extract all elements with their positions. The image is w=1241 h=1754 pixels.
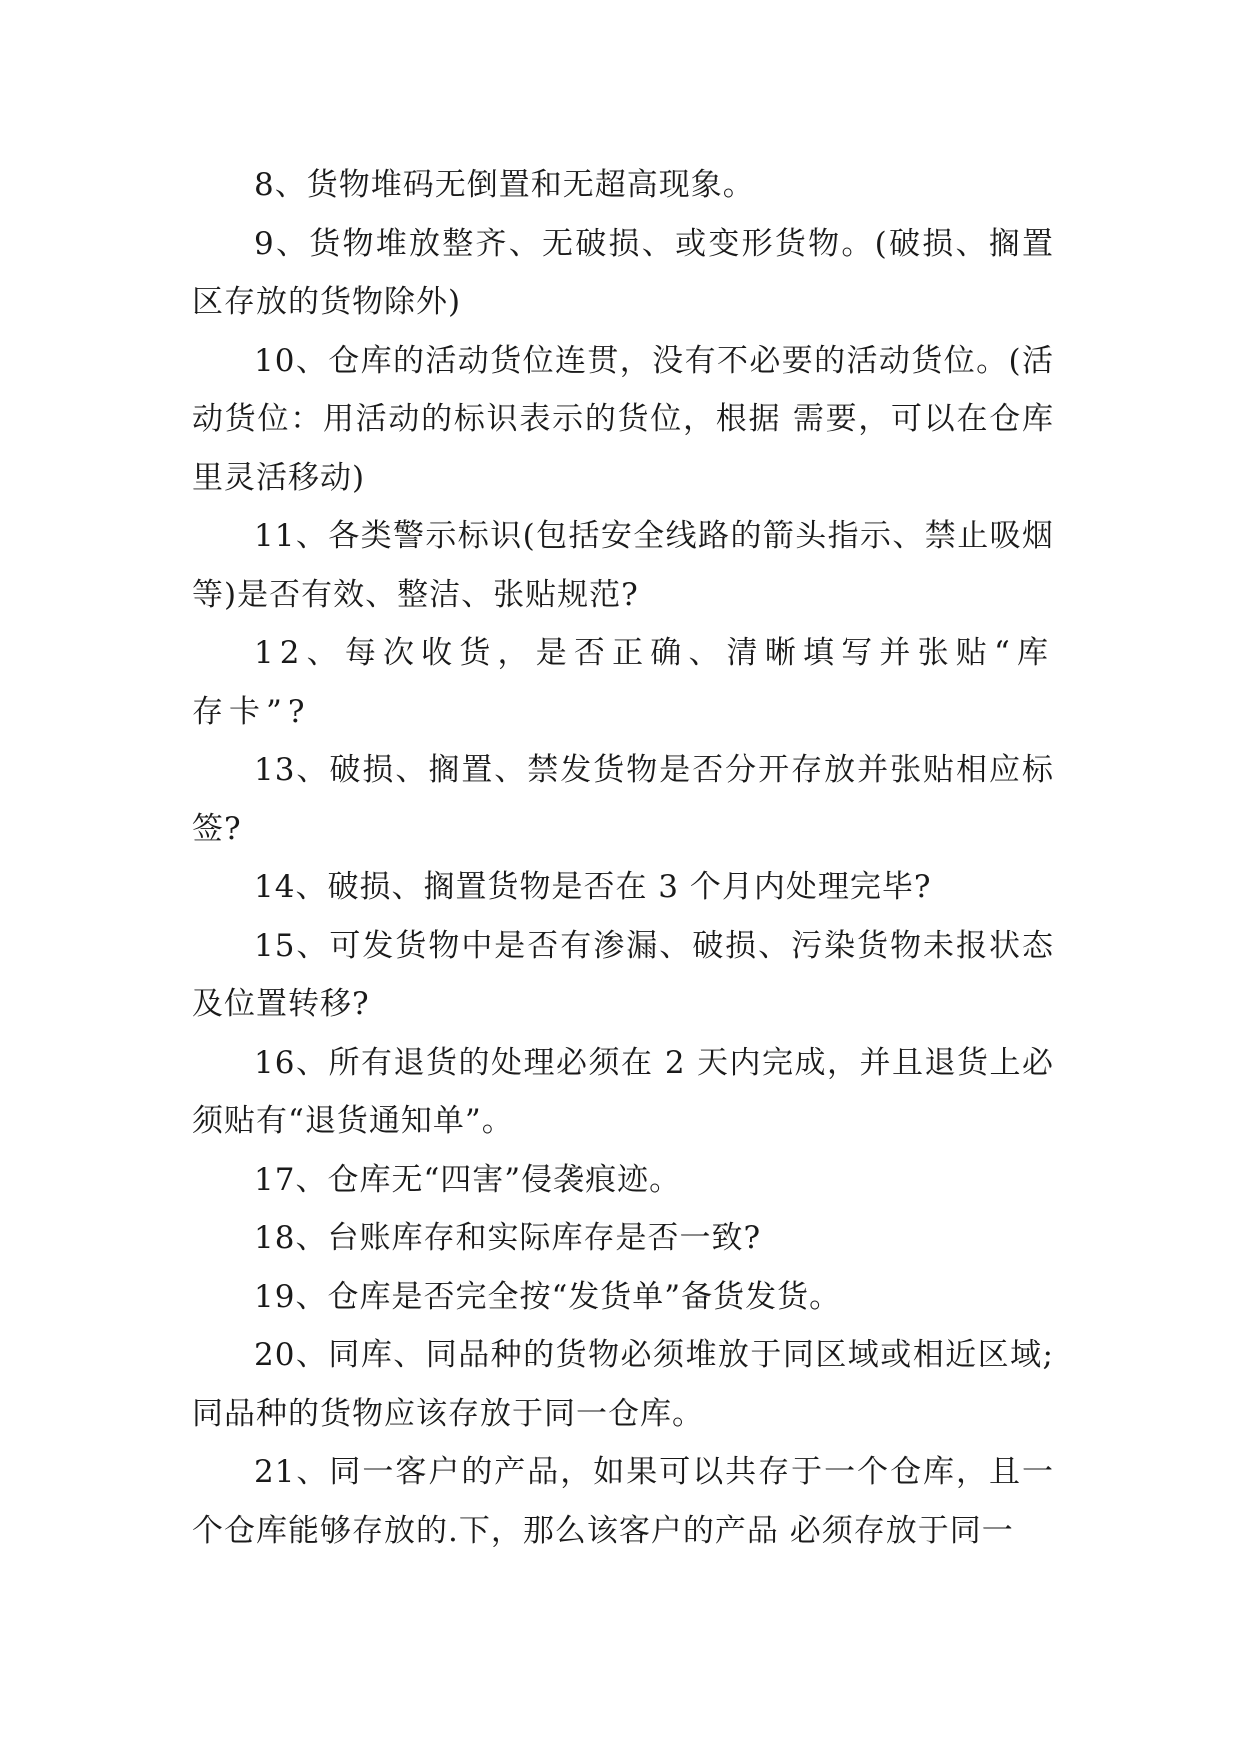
paragraph-item-18: 18、台账库存和实际库存是否一致? [254, 1220, 762, 1256]
paragraph-item-12: 12、每次收货，是否正确、清晰填写并张贴“库存卡”? [192, 635, 1054, 730]
paragraph-item-16: 16、所有退货的处理必须在 2 天内完成，并且退货上必须贴有“退货通知单”。 [192, 1044, 1054, 1139]
paragraph-item-17: 17、仓库无“四害”侵袭痕迹。 [254, 1161, 682, 1198]
paragraph-item-20: 20、同库、同品种的货物必须堆放于同区域或相近区域;同品种的货物应该存放于同一仓库。 [192, 1337, 1054, 1432]
paragraph-item-10: 10、仓库的活动货位连贯，没有不必要的活动货位。(活动货位：用活动的标识表示的货位，根据 需要，可以在仓库里灵活移动) [192, 342, 1054, 496]
paragraph-item-9: 9、货物堆放整齐、无破损、或变形货物。(破损、搁置区存放的货物除外) [192, 225, 1054, 320]
paragraph-item-8: 8、货物堆码无倒置和无超高现象。 [254, 167, 755, 203]
paragraph-item-21: 21、同一客户的产品，如果可以共存于一个仓库，且一个仓库能够存放的.下，那么该客户的产品 必须存放于同一 [192, 1454, 1054, 1549]
paragraph-item-15: 15、可发货物中是否有渗漏、破损、污染货物未报状态及位置转移? [192, 927, 1054, 1022]
document-body [192, 156, 1054, 1560]
paragraph-item-11: 11、各类警示标识(包括安全线路的箭头指示、禁止吸烟等)是否有效、整洁、张贴规范? [192, 518, 1054, 613]
paragraph-item-19: 19、仓库是否完全按“发货单”备货发货。 [254, 1278, 842, 1315]
paragraph-item-14: 14、破损、搁置货物是否在 3 个月内处理完毕? [254, 869, 932, 905]
paragraph-item-13: 13、破损、搁置、禁发货物是否分开存放并张贴相应标签? [192, 752, 1054, 847]
